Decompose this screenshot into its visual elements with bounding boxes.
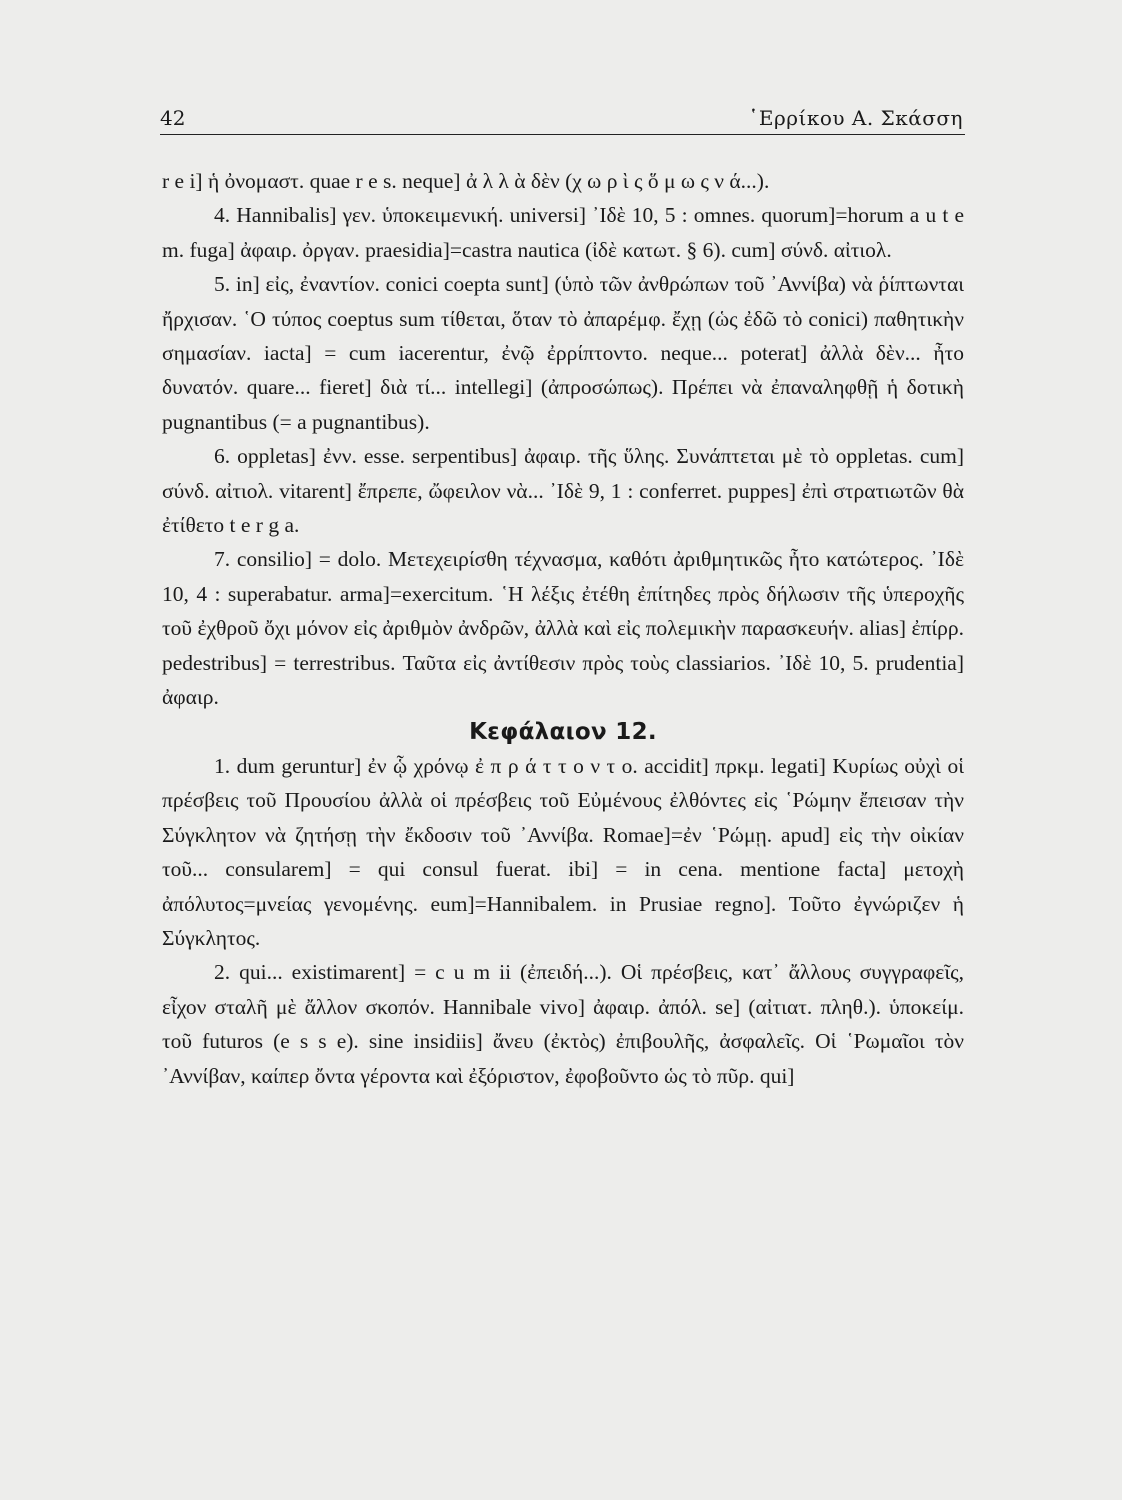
paragraph: 2. qui... existimarent] = c u m ii (ἐπειδή...). Οἱ πρέσβεις, κατ᾽ ἄλλους συγγραφεῖς, εἶχον σταλῆ μὲ ἄλλον σκοπόν. Hannibale vivo] ἀφαιρ. ἀπόλ. se] (αἰτιατ. πληθ.). ὑποκείμ. τοῦ futuros (e s s e). sine insidiis] ἄνευ (ἐκτὸς) ἐπιβουλῆς, ἀσφαλεῖς. Οἱ ῾Ρωμαῖοι τὸν ᾽Αννίβαν, καίπερ ὄντα γέροντα καὶ ἐξόριστον, ἐφοβοῦντο ὡς τὸ πῦρ. qui] xyxy=(162,960,964,1088)
paragraph: 7. consilio] = dolo. Μετεχειρίσθη τέχνασμα, καθότι ἀριθμητικῶς ἦτο κατώτερος. ᾽Ιδὲ 10, 4 : superabatur. arma]=exercitum. ῾Η λέξις ἐτέθη ἐπίτηδες πρὸς δήλωσιν τῆς ὑπεροχῆς τοῦ ἐχθροῦ ὄχι μόνον εἰς ἀριθμὸν ἀνδρῶν, ἀλλὰ καὶ εἰς πολεμικὴν παρασκευήν. alias] ἐπίρρ. pedestribus] = terrestribus. Ταῦτα εἰς ἀντίθεσιν πρὸς τοὺς classiarios. ᾽Ιδὲ 10, 5. prudentia] ἀφαιρ. xyxy=(162,547,964,710)
running-title: ῾Ερρίκου Α. Σκάσση xyxy=(748,106,963,130)
chapter-heading: Κεφάλαιον 12. xyxy=(469,718,657,745)
paragraph: r e i] ἡ ὀνομαστ. quae r e s. neque] ἀ λ λ ὰ δὲν (χ ω ρ ὶ ς ὅ μ ω ς ν ά...). xyxy=(162,169,770,193)
paragraph: 5. in] εἰς, ἐναντίον. conici coepta sunt] (ὑπὸ τῶν ἀνθρώπων τοῦ ᾽Αννίβα) νὰ ῥίπτωνται ἤρχισαν. ῾Ο τύπος coeptus sum τίθεται, ὅταν τὸ ἀπαρέμφ. ἔχῃ (ὡς ἐδῶ τὸ conici) παθητικὴν σημασίαν. iacta] = cum iacerentur, ἐνῷ ἐρρίπτοντο. neque... poterat] ἀλλὰ δὲν... ἦτο δυνατόν. quare... fieret] διὰ τί... intellegi] (ἀπροσώπως). Πρέπει νὰ ἐπαναληφθῇ ἡ δοτικὴ pugnantibus (= a pugnantibus). xyxy=(162,272,964,434)
page-header xyxy=(160,100,965,135)
page-body xyxy=(162,164,964,1093)
page-number: 42 xyxy=(160,106,186,130)
paragraph: 4. Hannibalis] γεν. ὑποκειμενική. universi] ᾽Ιδὲ 10, 5 : omnes. quorum]=horum a u t e m. fuga] ἀφαιρ. ὀργαν. praesidia]=castra nautica (ἰδὲ κατωτ. § 6). cum] σύνδ. αἰτιολ. xyxy=(162,203,964,262)
paragraph: 6. oppletas] ἐνν. esse. serpentibus] ἀφαιρ. τῆς ὕλης. Συνάπτεται μὲ τὸ oppletas. cum] σύνδ. αἰτιολ. vitarent] ἔπρεπε, ὤφειλον νὰ... ᾽Ιδὲ 9, 1 : conferret. puppes] ἐπὶ στρατιωτῶν θὰ ἐτίθετο t e r g a. xyxy=(162,444,964,538)
paragraph: 1. dum geruntur] ἐν ᾧ χρόνῳ ἐ π ρ ά τ τ ο ν τ ο. accidit] πρκμ. legati] Κυρίως οὐχὶ οἱ πρέσβεις τοῦ Προυσίου ἀλλὰ οἱ πρέσβεις τοῦ Εὐμένους ἐλθόντες εἰς ῾Ρώμην ἔπεισαν τὴν Σύγκλητον νὰ ζητήσῃ τὴν ἔκδοσιν τοῦ ᾽Αννίβα. Romae]=ἐν ῾Ρώμῃ. apud] εἰς τὴν οἰκίαν τοῦ... consularem] = qui consul fuerat. ibi] = in cena. mentione facta] μετοχὴ ἀπόλυτος=μνείας γενομένης. eum]=Hannibalem. in Prusiae regno]. Τοῦτο ἐγνώριζεν ἡ Σύγκλητος. xyxy=(162,753,964,950)
